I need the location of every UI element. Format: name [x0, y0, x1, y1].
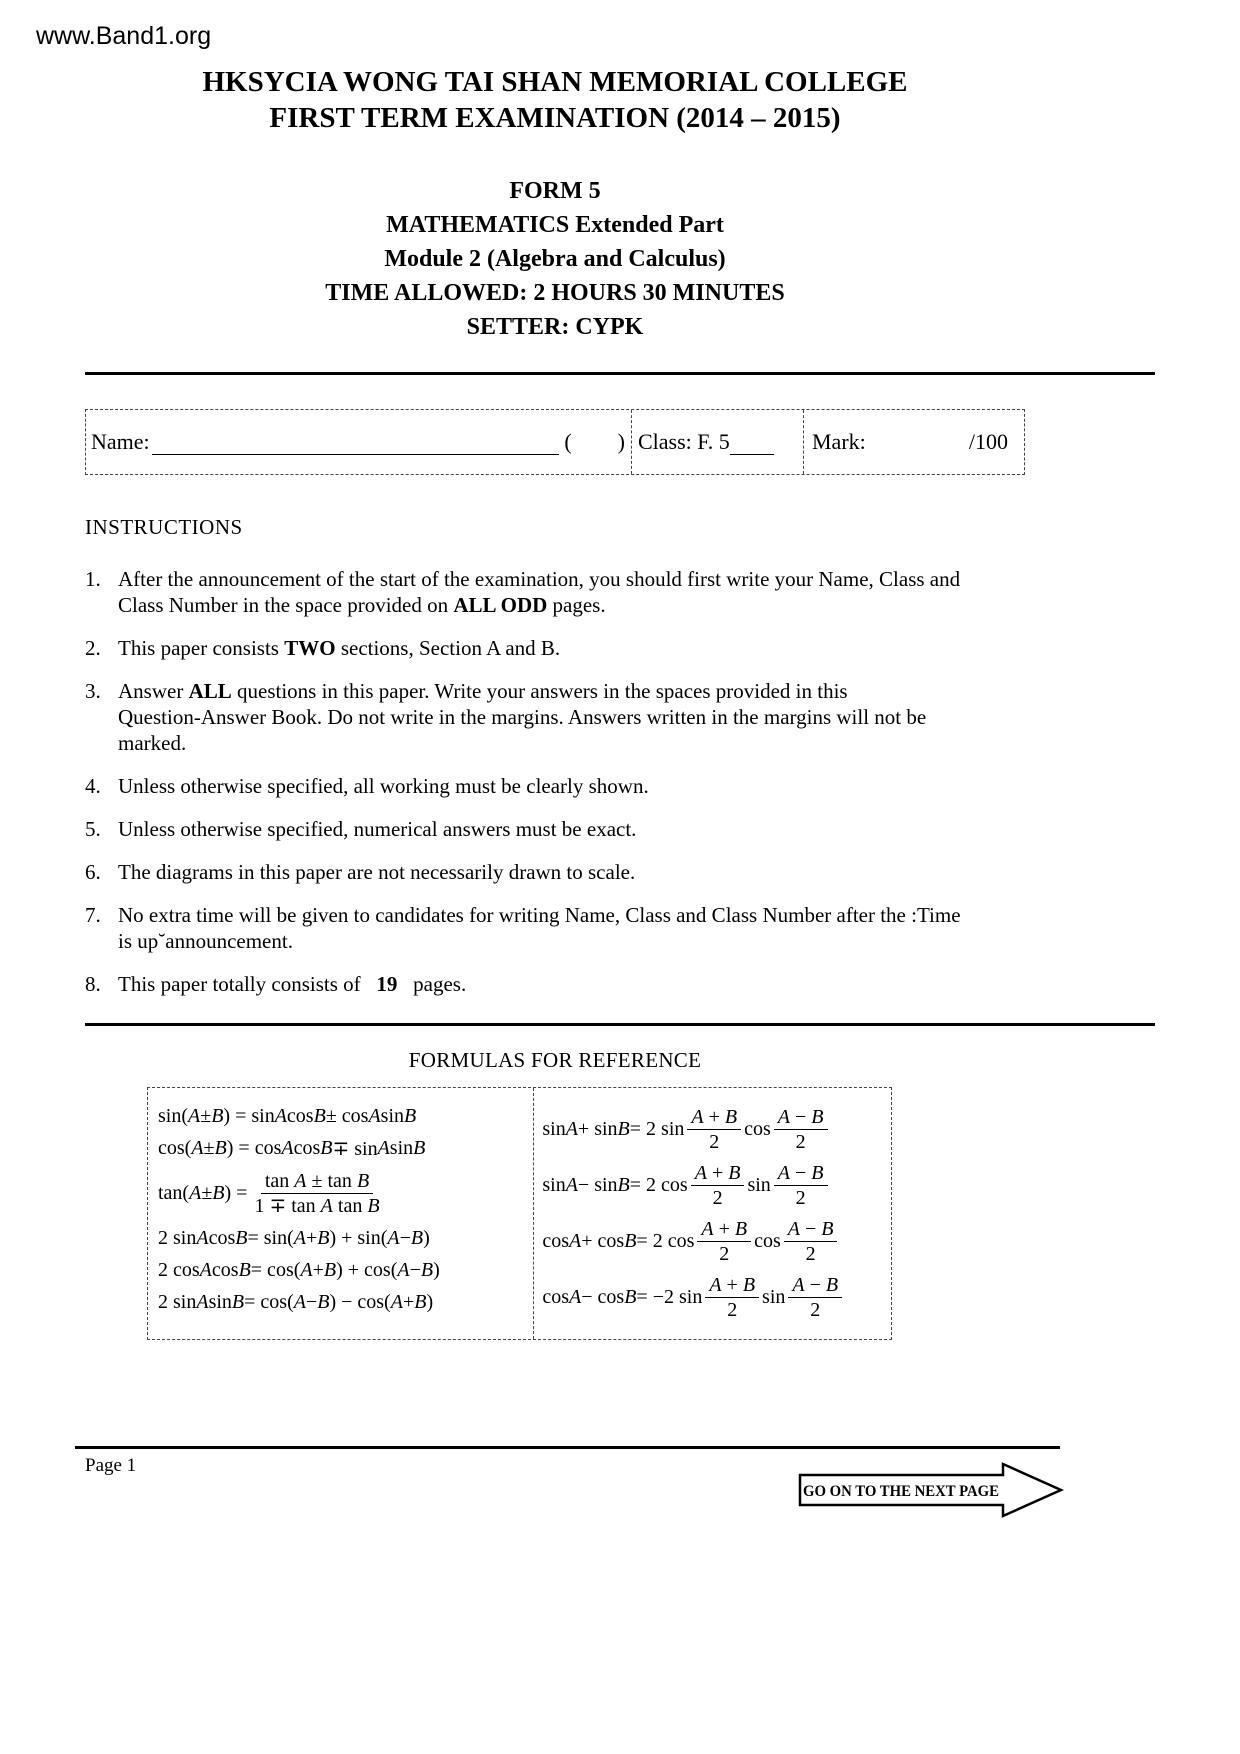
name-blank-line[interactable]	[152, 429, 560, 455]
college-name: HKSYCIA WONG TAI SHAN MEMORIAL COLLEGE	[202, 66, 908, 98]
name-cell	[86, 410, 631, 474]
instruction-number: 8.	[85, 972, 101, 996]
formula: sin A + sin B = 2 sin $\frac{A + B}{2}$ cos $\frac{A - B}{2}$	[542, 1105, 885, 1154]
formulas-heading: FORMULAS FOR REFERENCE	[408, 1048, 702, 1072]
instruction-text: The diagrams in this paper are not necessarily drawn to scale.	[118, 860, 636, 884]
instruction-text: No extra time will be given to candidates for writing Name, Class and Class Number after the :Time is up˘announcement.	[118, 903, 961, 953]
next-page-arrow	[797, 1460, 1065, 1520]
instruction-text: Unless otherwise specified, numerical answers must be exact.	[118, 817, 637, 841]
divider-rule-top	[85, 372, 1155, 375]
formula: 2 cos A cos B = cos( A + B ) + cos( A − B )	[158, 1258, 440, 1281]
candidate-info-box	[85, 409, 1025, 475]
class-number-paren-open: (	[564, 429, 572, 454]
instruction-item	[85, 773, 1025, 799]
form-level: FORM 5	[509, 178, 601, 204]
instruction-number: 2.	[85, 636, 101, 660]
formula-column-left	[148, 1088, 534, 1339]
instruction-item	[85, 678, 1025, 756]
instruction-item	[85, 566, 1025, 618]
instruction-text: This paper totally consists of 19 pages.	[118, 972, 467, 996]
header-block	[85, 64, 1025, 344]
instruction-number: 4.	[85, 774, 101, 798]
instruction-number: 1.	[85, 567, 101, 591]
mark-total: /100	[968, 429, 1008, 454]
instruction-number: 3.	[85, 679, 101, 703]
instruction-text: Unless otherwise specified, all working must be clearly shown.	[118, 774, 649, 798]
subject-name: MATHEMATICS Extended Part	[386, 212, 724, 238]
time-allowed: TIME ALLOWED: 2 HOURS 30 MINUTES	[325, 280, 785, 306]
formula: sin( A ± B ) = sin A cos B ± cos A sin B	[158, 1104, 417, 1127]
formula: sin A − sin B = 2 cos $\frac{A + B}{2}$ sin $\frac{A - B}{2}$	[542, 1161, 885, 1210]
instructions-list	[85, 566, 1025, 997]
instruction-item	[85, 816, 1025, 842]
formula: 2 sin A cos B = sin( A + B ) + sin( A − B )	[158, 1226, 430, 1249]
formula: 2 sin A sin B = cos( A − B ) − cos( A + B )	[158, 1290, 434, 1313]
class-number-blank[interactable]	[572, 429, 618, 455]
name-label: Name:	[91, 429, 150, 454]
instructions-heading: INSTRUCTIONS	[85, 515, 243, 539]
instruction-text: Answer ALL questions in this paper. Write your answers in the spaces provided in this Question-Answer Book. Do not write in the margins. Answers written in the margins will not be marked.	[118, 679, 927, 755]
formula: cos( A ± B ) = cos A cos B ∓ sin A sin B	[158, 1137, 426, 1160]
instruction-number: 5.	[85, 817, 101, 841]
instruction-item	[85, 971, 1025, 997]
footer-rule	[75, 1446, 1060, 1449]
mark-label: Mark:	[812, 429, 866, 454]
formula: tan( A ± B ) = $\frac{\text{tan A ± tan B}}{\text{1 ∓ tan A tan B}}$	[158, 1170, 380, 1217]
instruction-item	[85, 902, 1025, 954]
divider-rule-mid	[85, 1023, 1155, 1026]
instruction-number: 7.	[85, 903, 101, 927]
instruction-text: After the announcement of the start of the examination, you should first write your Name, Class and Class Number in the space provided on ALL ODD pages.	[118, 567, 961, 617]
class-number-paren-close: )	[617, 429, 625, 454]
next-page-label: GO ON TO THE NEXT PAGE	[803, 1483, 999, 1500]
instruction-item	[85, 635, 1025, 661]
instruction-text: This paper consists TWO sections, Section A and B.	[118, 636, 561, 660]
exam-subtitles	[85, 174, 1025, 344]
mark-cell	[803, 410, 1024, 474]
setter: SETTER: CYPK	[466, 314, 644, 340]
site-url: www.Band1.org	[36, 22, 212, 50]
instruction-number: 6.	[85, 860, 101, 884]
exam-title: FIRST TERM EXAMINATION (2014 – 2015)	[269, 102, 841, 134]
formula-reference-box	[147, 1087, 892, 1340]
class-blank-line[interactable]	[730, 429, 774, 455]
page-number: Page 1	[85, 1454, 137, 1476]
page-footer	[0, 1446, 1240, 1500]
module-name: Module 2 (Algebra and Calculus)	[384, 246, 726, 272]
instruction-item	[85, 859, 1025, 885]
class-cell	[631, 410, 803, 474]
formula: cos A + cos B = 2 cos $\frac{A + B}{2}$ cos $\frac{A - B}{2}$	[542, 1217, 885, 1266]
formula-column-right	[534, 1088, 891, 1339]
class-label: Class: F. 5	[638, 429, 730, 454]
formula: cos A − cos B = −2 sin $\frac{A + B}{2}$ sin $\frac{A - B}{2}$	[542, 1273, 885, 1322]
